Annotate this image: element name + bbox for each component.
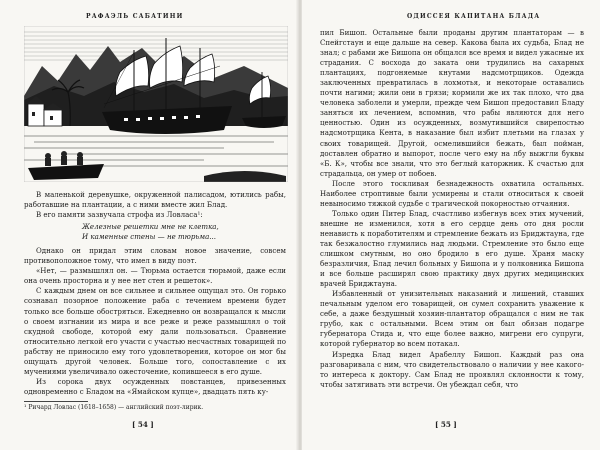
paragraph: Избавленный от унизительных наказаний и лишений, ставших печальным уделом его товарищей, он сумел сохранить уважение к себе, а даже бездушный хозяин-плантатор обращался с ним не так грубо, как с остальными. Всем этим он был обязан подагре губернатора Стида и, что еще более важно, мигрени его супруги, которой губернатор во всем потакал. (320, 289, 584, 349)
paragraph: С каждым днем он все сильнее и сильнее ощущал это. Он горько сознавал позорное положение раба с течением времени будет только все больше обостряться. Ежедневно он возвращался к мысли о своем изгнании из мира и все реже и реже размышлял о той скудной свободе, которой ему дали пользоваться. Сравнение относительно легкой его участи с участью несчастных товарищей по рабству не приносило ему того удовлетворения, которое он мог бы ощущать другой человек. Больше того, сопоставление с их мучениями увеличивало ожесточение, копившееся в его душе. (24, 286, 286, 376)
left-page (0, 0, 298, 450)
running-head-title: ОДИССЕЯ КАПИТАНА БЛАДА (407, 13, 541, 20)
paragraph: Из сорока двух осужденных повстанцев, привезенных одновременно с Бладом на «Ямайском купце», двадцать пять ку- (24, 376, 286, 396)
left-body-text (24, 190, 286, 397)
paragraph: Однако он придал этим словам новое значение, совсем противоположное тому, что имел в виду поэт. (24, 246, 286, 266)
paragraph: Изредка Блад видел Арабеллу Бишоп. Каждый раз она разговаривала с ним, что свидетельствовало о наличии у нее какого-то интереса к доктору. Сам Блад не проявлял склонности к тому, чтобы затягивать эти встречи. Он убеждал себя, что (320, 349, 584, 389)
footnote-rule (24, 401, 88, 402)
paragraph: В маленькой деревушке, окруженной палисадом, ютились рабы, работавшие на плантации, а с ними вместе жил Блад. (24, 190, 286, 210)
paragraph: После этого тоскливая безнадежность охватила остальных. Наиболее строптивые были усмирены и стали относиться к своей невыносимо тяжкой судьбе с трагической покорностью отчаяния. (320, 178, 584, 208)
right-page (302, 0, 600, 450)
right-body-text (320, 28, 584, 390)
verse-line: Железные решетки мне не клетка, (82, 222, 219, 232)
verse-line: И каменные стены — не тюрьма... (82, 232, 216, 242)
running-head-author: РАФАЭЛЬ САБАТИНИ (86, 13, 184, 20)
paragraph: В его памяти зазвучала строфа из Ловласа¹: (36, 210, 203, 220)
paragraph: Только один Питер Блад, счастливо избегнув всех этих мучений, внешне не изменился, хотя в его сердце день ото дня росли ненависть к поработителям и стремление бежать из Бриджтауна, где так безжалостно глумились над людьми. Стремление это было еще слишком смутным, но оно бродило в его душе. Храня маску безразличия, Блад лечил больных у Бишопа и у полковника Бишопа и все больше расширял свою практику двух других медицинских врачей Бриджтауна. (320, 208, 584, 289)
footnote: ¹ Ричард Ловлас (1618–1658) — английский поэт-лирик. (24, 404, 204, 411)
page-number-right: [ 55 ] (435, 420, 457, 429)
paragraph: «Нет, — размышлял он. — Тюрьма остается тюрьмой, даже если она очень просторна и у нее нет стен и решеток». (24, 266, 286, 286)
paragraph: пил Бишоп. Остальные были проданы другим плантаторам — в Спейгстаун и еще дальше на север. Какова была их судьба, Блад не знал; с рабами же Бишопа он общался все время и видел ужасные их страдания. С восхода до заката они трудились на сахарных плантациях, подгоняемые кнутами надсмотрщиков. Одежда заключенных превратилась в лохмотья, и некоторые оставались почти нагими; жили они в грязи; кормили же их так плохо, что два человека заболели и умерли, прежде чем Бишоп предоставил Бладу заняться их лечением, вспомнив, что рабы являются для него ценностью. Один из осужденных, возмутившийся свирепостью надсмотрщика Кента, в наказание был избит плетьми на глазах у своих товарищей. Другой, осмелившийся бежать, был пойман, доставлен обратно и выпорот, после чего ему на лбу выжгли буквы «Б. К», чтобы все знали, что это беглый каторжник. К счастью для страдальца, он умер от побоев. (320, 28, 584, 178)
page-number-left: [ 54 ] (132, 420, 154, 429)
verse-quote (82, 222, 286, 242)
ship-harbor-illustration (24, 26, 288, 182)
